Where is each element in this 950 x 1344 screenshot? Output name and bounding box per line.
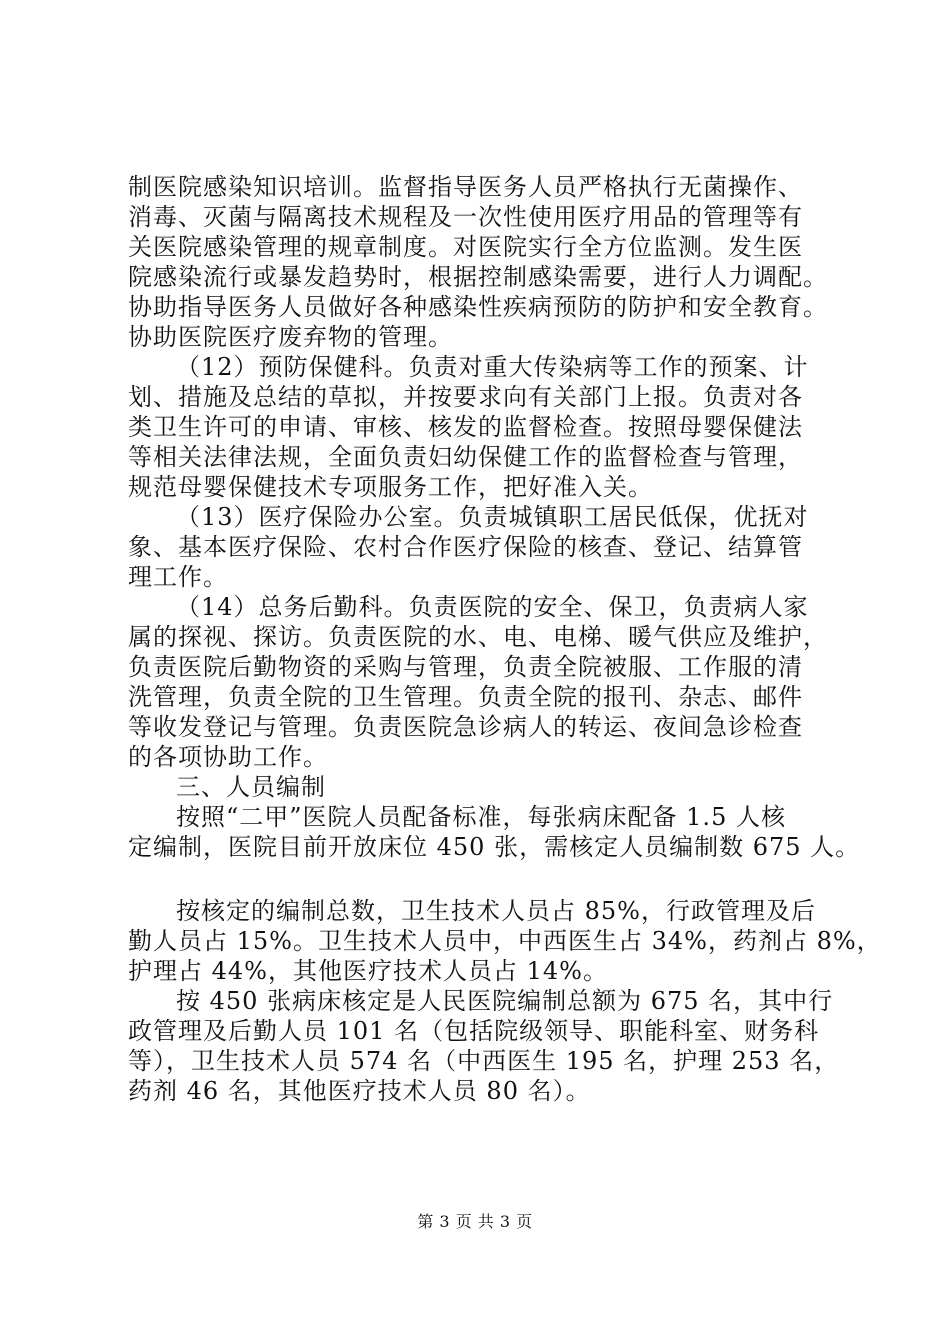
text-line: 政管理及后勤人员 101 名（包括院级领导、职能科室、财务科 xyxy=(128,1017,820,1045)
section-heading: 三、人员编制 xyxy=(176,773,326,801)
text-line: （14）总务后勤科。负责医院的安全、保卫，负责病人家 xyxy=(176,593,809,621)
text-line: 消毒、灭菌与隔离技术规程及一次性使用医疗用品的管理等有 xyxy=(128,203,803,231)
page-number: 第 3 页 共 3 页 xyxy=(417,1212,533,1231)
text-line: 划、措施及总结的草拟，并按要求向有关部门上报。负责对各 xyxy=(128,383,803,411)
text-line: 定编制，医院目前开放床位 450 张，需核定人员编制数 675 人。 xyxy=(128,833,861,861)
text-line: 属的探视、探访。负责医院的水、电、电梯、暖气供应及维护， xyxy=(128,623,828,651)
text-line: 制医院感染知识培训。监督指导医务人员严格执行无菌操作、 xyxy=(128,173,803,201)
text-line: 等收发登记与管理。负责医院急诊病人的转运、夜间急诊检查 xyxy=(128,713,803,741)
page-footer xyxy=(0,1212,950,1232)
text-line: 类卫生许可的申请、审核、核发的监督检查。按照母婴保健法 xyxy=(128,413,803,441)
text-line: 理工作。 xyxy=(128,563,228,591)
text-line: 院感染流行或暴发趋势时，根据控制感染需要，进行人力调配。 xyxy=(128,263,828,291)
document-body xyxy=(128,172,882,1106)
text-line: 负责医院后勤物资的采购与管理，负责全院被服、工作服的清 xyxy=(128,653,803,681)
text-line: 协助指导医务人员做好各种感染性疾病预防的防护和安全教育。 xyxy=(128,293,828,321)
text-line: 的各项协助工作。 xyxy=(128,743,328,771)
text-line: （12）预防保健科。负责对重大传染病等工作的预案、计 xyxy=(176,353,809,381)
text-line: 护理占 44%，其他医疗技术人员占 14%。 xyxy=(128,957,608,985)
text-line: 等），卫生技术人员 574 名（中西医生 195 名，护理 253 名， xyxy=(128,1047,840,1075)
text-line: 关医院感染管理的规章制度。对医院实行全方位监测。发生医 xyxy=(128,233,803,261)
text-line: 按核定的编制总数，卫生技术人员占 85%，行政管理及后 xyxy=(176,897,816,925)
text-line: 勤人员占 15%。卫生技术人员中，中西医生占 34%，药剂占 8%， xyxy=(128,927,882,955)
text-line: 按照“二甲”医院人员配备标准，每张病床配备 1.5 人核 xyxy=(176,803,786,831)
text-line: 洗管理，负责全院的卫生管理。负责全院的报刊、杂志、邮件 xyxy=(128,683,803,711)
text-line: 规范母婴保健技术专项服务工作，把好准入关。 xyxy=(128,473,653,501)
text-line: 协助医院医疗废弃物的管理。 xyxy=(128,323,453,351)
text-line: （13）医疗保险办公室。负责城镇职工居民低保，优抚对 xyxy=(176,503,809,531)
text-line: 按 450 张病床核定是人民医院编制总额为 675 名，其中行 xyxy=(176,987,834,1015)
text-line: 药剂 46 名，其他医疗技术人员 80 名）。 xyxy=(128,1077,591,1105)
text-line: 等相关法律法规，全面负责妇幼保健工作的监督检查与管理， xyxy=(128,443,803,471)
text-line: 象、基本医疗保险、农村合作医疗保险的核查、登记、结算管 xyxy=(128,533,803,561)
